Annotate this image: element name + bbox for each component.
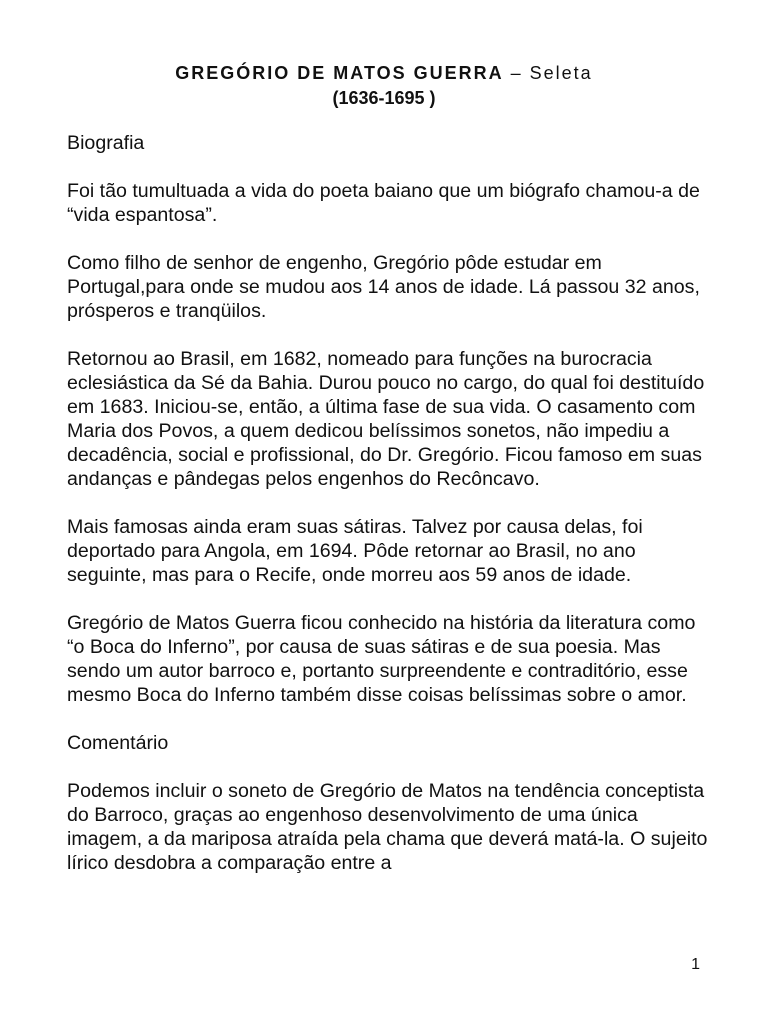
title-author: GREGÓRIO DE MATOS GUERRA xyxy=(175,63,504,83)
paragraph-3: Retornou ao Brasil, em 1682, nomeado para funções na burocracia eclesiástica da Sé da Bahia. Durou pouco no cargo, do qual foi destituído em 1683. Iniciou-se, então, a última fase de sua vida. O casamento com Maria dos Povos, a quem dedicou belíssimos sonetos, não impediu a decadência, social e profissional, do Dr. Gregório. Ficou famoso em suas andanças e pândegas pelos engenhos do Recôncavo. xyxy=(67,348,705,490)
document-title xyxy=(0,60,768,86)
document-body xyxy=(67,131,717,899)
paragraph-6: Podemos incluir o soneto de Gregório de Matos na tendência conceptista do Barroco, graças ao engenhoso desenvolvimento de uma única imagem, a da mariposa atraída pela chama que deverá matá-la. O sujeito lírico desdobra a comparação entre a xyxy=(67,780,708,874)
section-heading-comentario: Comentário xyxy=(67,732,169,754)
document-header xyxy=(0,60,768,110)
paragraph-4: Mais famosas ainda eram suas sátiras. Talvez por causa delas, foi deportado para Angola, em 1694. Pôde retornar ao Brasil, no ano seguinte, mas para o Recife, onde morreu aos 59 anos de idade. xyxy=(67,516,643,586)
paragraph-5: Gregório de Matos Guerra ficou conhecido na história da literatura como “o Boca do Inferno”, por causa de suas sátiras e de sua poesia. Mas sendo um autor barroco e, portanto surpreendente e contraditório, esse mesmo Boca do Inferno também disse coisas belíssimas sobre o amor. xyxy=(67,612,696,706)
section-heading-biografia: Biografia xyxy=(67,132,145,154)
title-subtitle: – Seleta xyxy=(503,63,593,83)
author-years: (1636-1695 ) xyxy=(332,88,436,108)
page-number: 1 xyxy=(691,956,700,973)
paragraph-2: Como filho de senhor de engenho, Gregório pôde estudar em Portugal,para onde se mudou aos 14 anos de idade. Lá passou 32 anos, prósperos e tranqüilos. xyxy=(67,252,700,322)
paragraph-1: Foi tão tumultuada a vida do poeta baiano que um biógrafo chamou-a de “vida espantosa”. xyxy=(67,180,700,226)
